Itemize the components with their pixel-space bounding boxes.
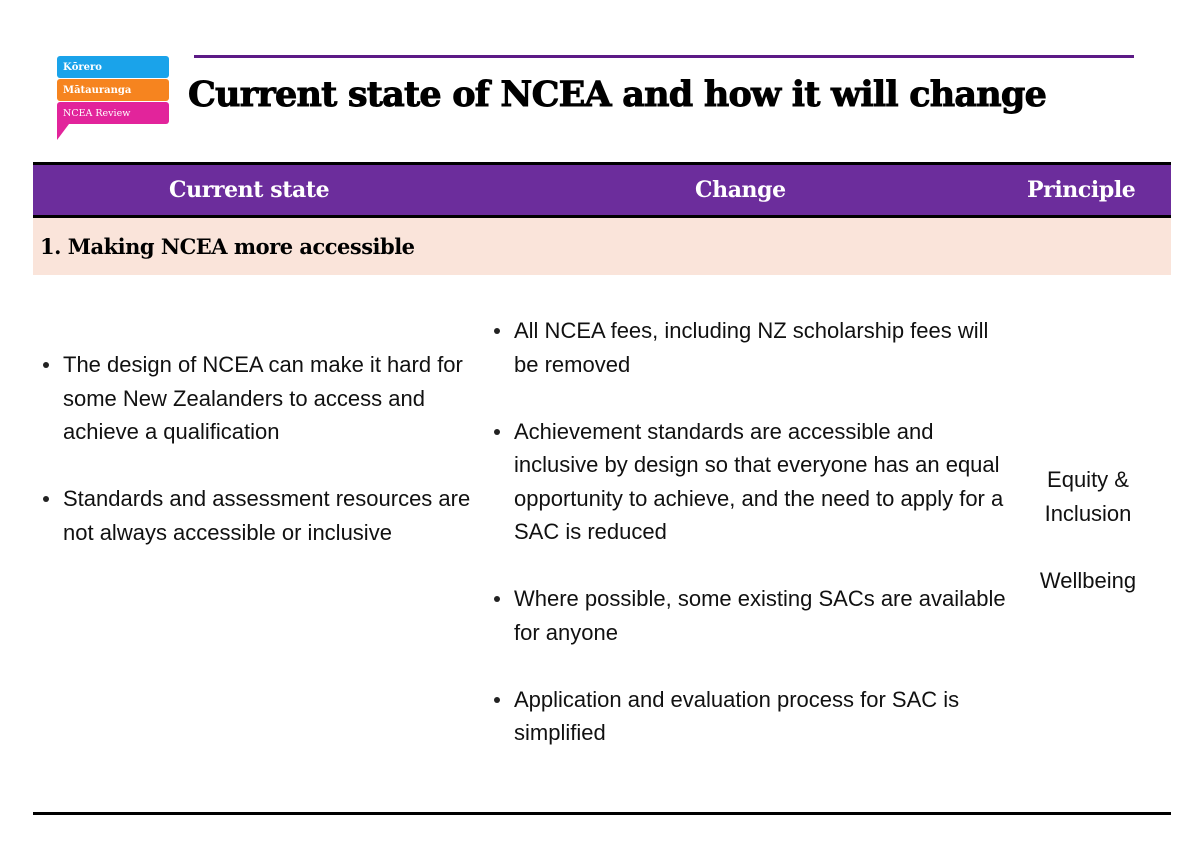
list-item: Where possible, some existing SACs are available for anyone xyxy=(484,582,1014,649)
list-item: Standards and assessment resources are not always accessible or inclusive xyxy=(33,482,473,549)
list-item: All NCEA fees, including NZ scholarship fees will be removed xyxy=(484,314,1014,381)
bottom-rule xyxy=(33,812,1171,815)
current-state-list xyxy=(33,348,473,583)
section-heading: 1. Making NCEA more accessible xyxy=(33,218,1171,275)
list-item: The design of NCEA can make it hard for some New Zealanders to access and achieve a qualification xyxy=(33,348,473,449)
logo-line-ncea-review: NCEA Review xyxy=(57,102,169,124)
title-rule xyxy=(194,55,1134,58)
speech-bubble-tail-icon xyxy=(57,124,69,140)
spacer xyxy=(1023,530,1153,564)
column-header-current-state: Current state xyxy=(169,177,330,203)
principle-wellbeing: Wellbeing xyxy=(1039,567,1137,593)
principle-equity-inclusion: Equity & Inclusion xyxy=(1044,467,1132,526)
korero-matauranga-logo xyxy=(57,56,169,140)
list-item: Application and evaluation process for SAC is simplified xyxy=(484,683,1014,750)
table-header xyxy=(33,162,1171,218)
table-row xyxy=(33,275,1171,813)
comparison-table xyxy=(33,162,1171,813)
list-item: Achievement standards are accessible and inclusive by design so that everyone has an equal opportunity to achieve, and the need to apply for a SAC is reduced xyxy=(484,415,1014,549)
logo-line-matauranga: Mātauranga xyxy=(57,79,169,101)
logo-line-korero: Kōrero xyxy=(57,56,169,78)
change-list xyxy=(484,314,1014,783)
column-header-change: Change xyxy=(695,177,786,203)
principle-cell xyxy=(1023,463,1153,597)
page-title: Current state of NCEA and how it will change xyxy=(188,74,1047,115)
column-header-principle: Principle xyxy=(1027,177,1136,203)
